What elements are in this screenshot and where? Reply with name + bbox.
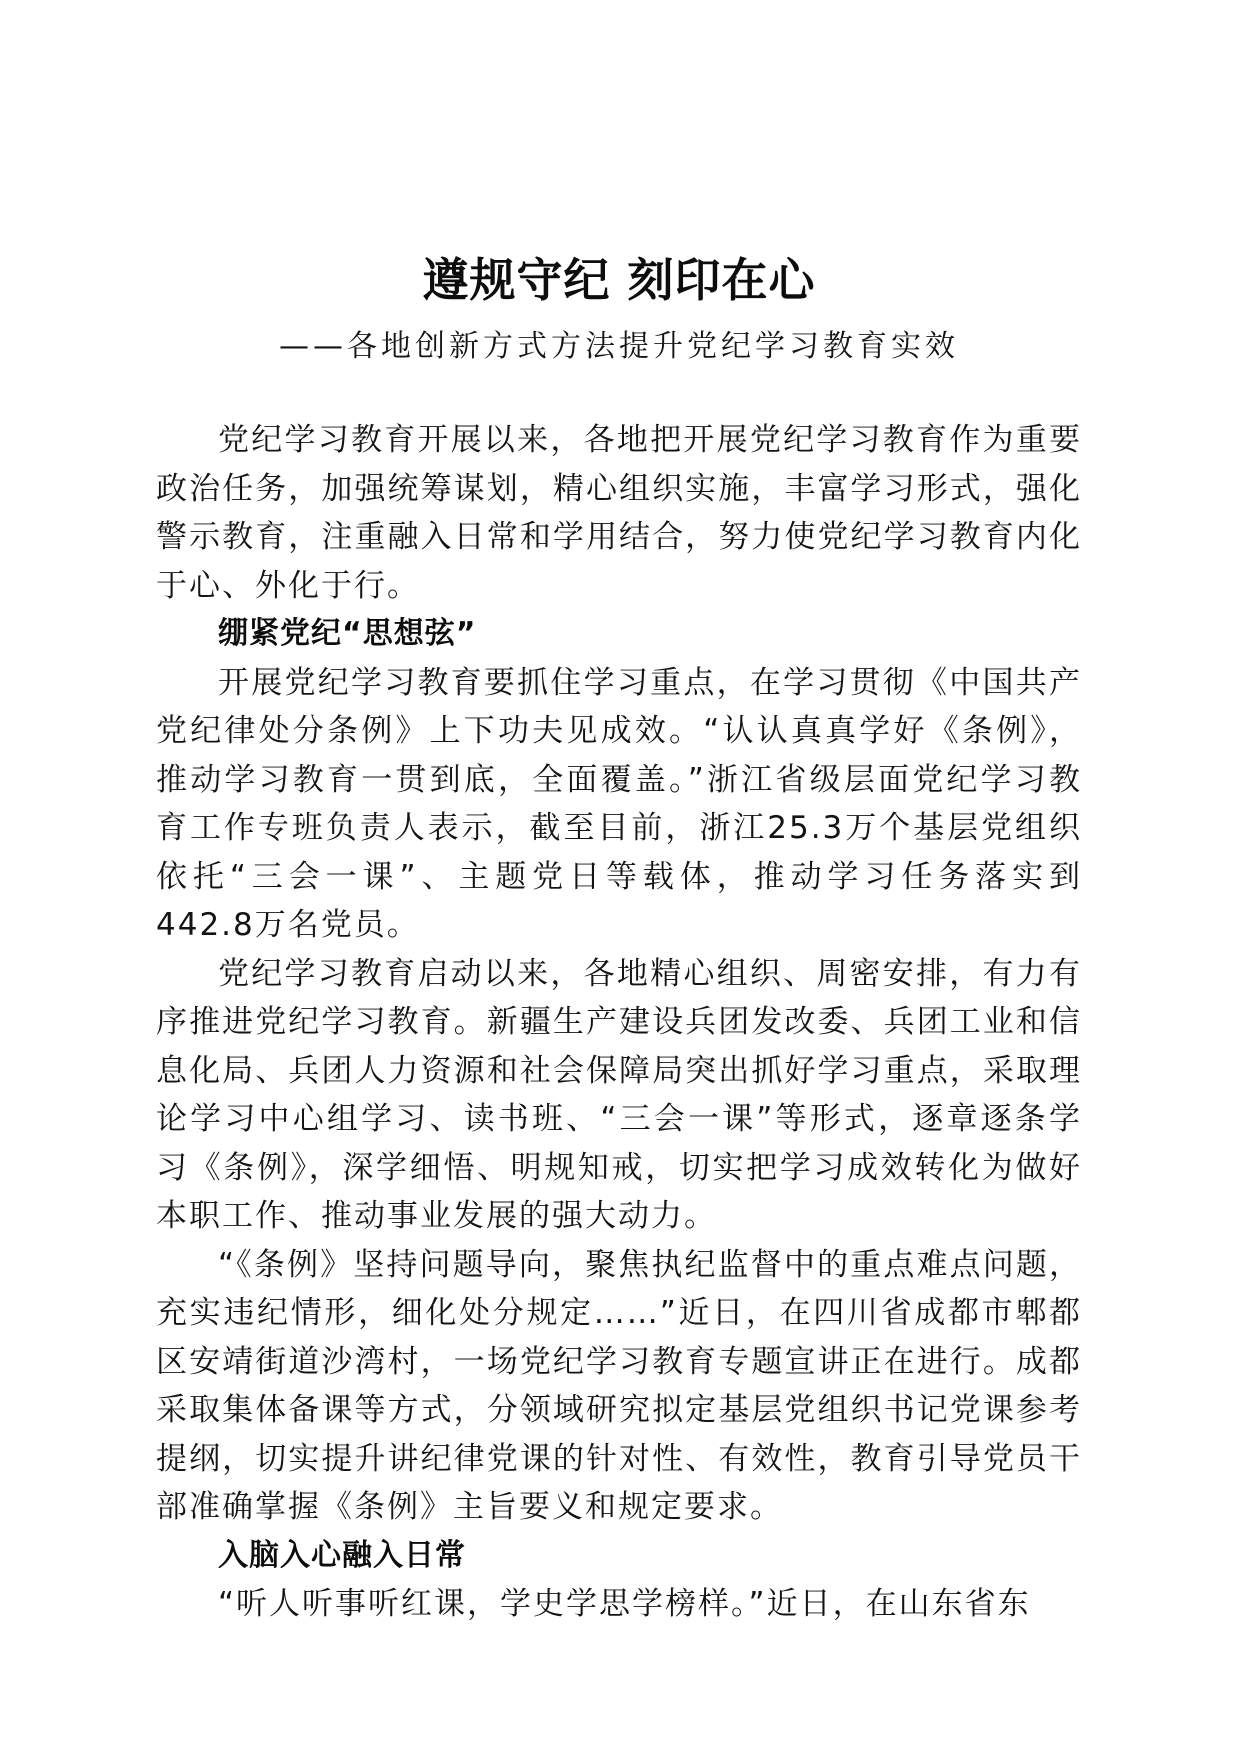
body-paragraph: 开展党纪学习教育要抓住学习重点，在学习贯彻《中国共产党纪律处分条例》上下功夫见成效。“认认真真学好《条例》，推动学习教育一贯到底，全面覆盖。”浙江省级层面党纪学习教育工作专班负责人表示，截至目前，浙江25.3万个基层党组织依托“三会一课”、主题党日等载体，推动学习任务落实到442.8万名党员。 — [156, 664, 1082, 943]
section-heading-2: 入脑入心融入日常 — [218, 1537, 466, 1573]
document-page — [156, 250, 1082, 1629]
section-heading-1: 绷紧党纪“思想弦” — [218, 616, 477, 651]
body-paragraph: 党纪学习教育启动以来，各地精心组织、周密安排，有力有序推进党纪学习教育。新疆生产建设兵团发改委、兵团工业和信息化局、兵团人力资源和社会保障局突出抓好学习重点，采取理论学习中心组学习、读书班、“三会一课”等形式，逐章逐条学习《条例》，深学细悟、明规知戒，切实把学习成效转化为做好本职工作、推动事业发展的强大动力。 — [156, 955, 1082, 1234]
document-subtitle: ——各地创新方式方法提升党纪学习教育实效 — [279, 329, 959, 364]
body-paragraph: “《条例》坚持问题导向，聚焦执纪监督中的重点难点问题，充实违纪情形，细化处分规定……”近日，在四川省成都市郫都区安靖街道沙湾村，一场党纪学习教育专题宣讲正在进行。成都采取集体备课等方式，分领域研究拟定基层党组织书记党课参考提纲，切实提升讲纪律党课的针对性、有效性，教育引导党员干部准确掌握《条例》主旨要义和规定要求。 — [156, 1246, 1082, 1525]
body-paragraph: “听人听事听红课，学史学思学榜样。”近日，在山东省东 — [218, 1586, 1031, 1622]
document-title: 遵规守纪 刻印在心 — [422, 253, 816, 307]
intro-paragraph: 党纪学习教育开展以来，各地把开展党纪学习教育作为重要政治任务，加强统筹谋划，精心组织实施，丰富学习形式，强化警示教育，注重融入日常和学用结合，努力使党纪学习教育内化于心、外化于行。 — [156, 422, 1082, 604]
document-body — [156, 416, 1082, 1629]
